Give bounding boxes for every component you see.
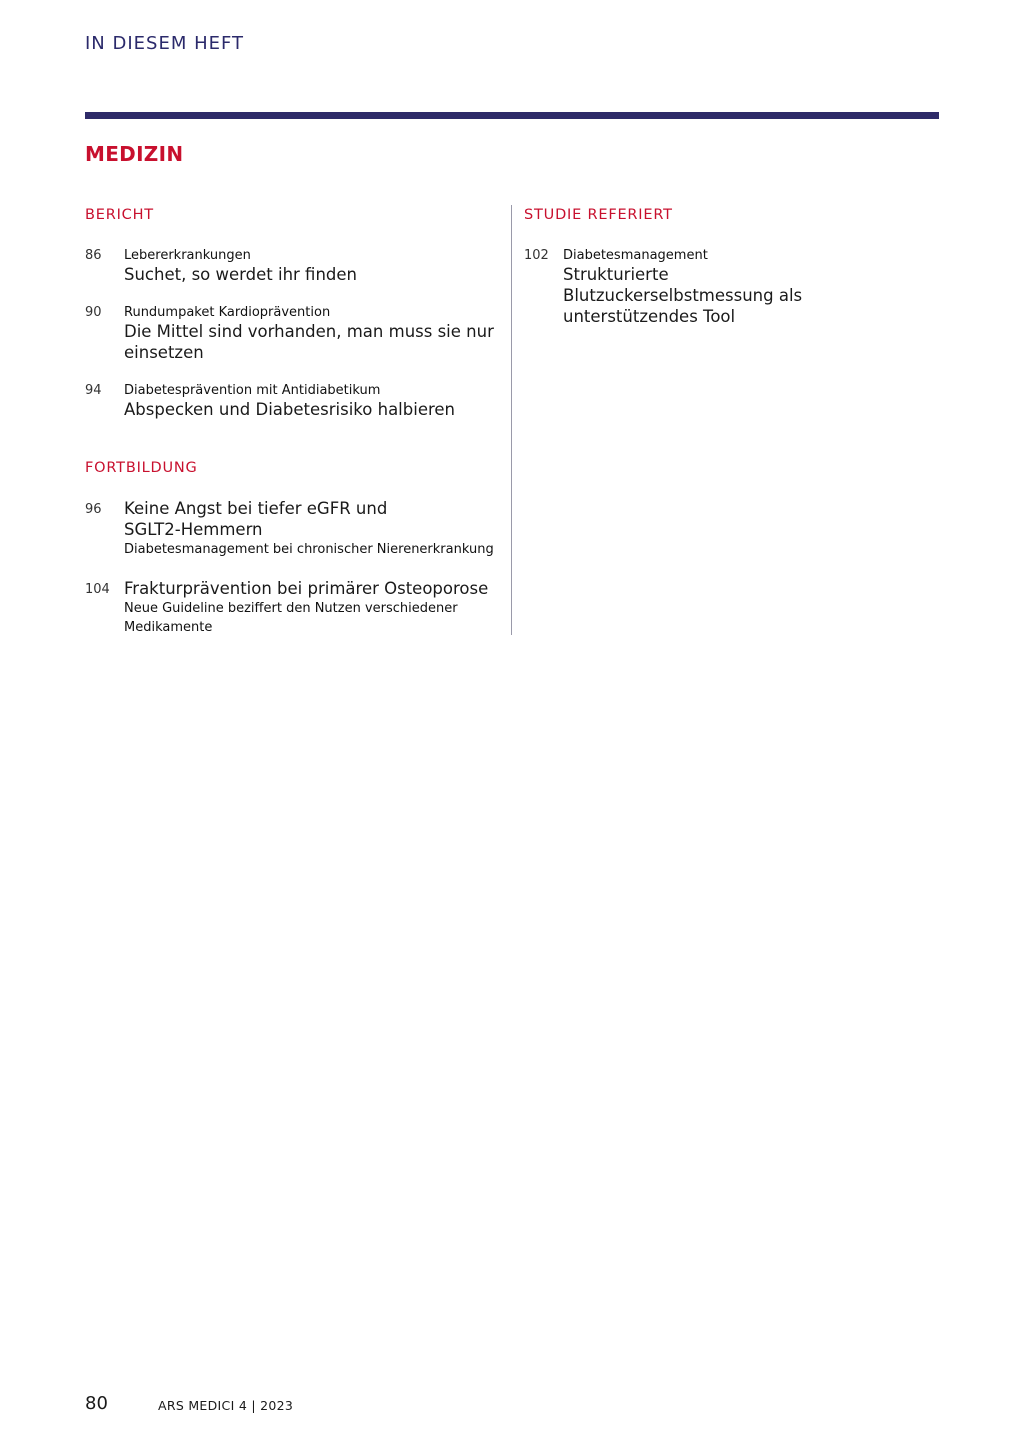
entry-headline: Frakturprävention bei primärer Osteoporose (124, 579, 489, 598)
left-column (85, 205, 505, 656)
entry-headline: Die Mittel sind vorhanden, man muss sie nur einsetzen (124, 322, 494, 362)
entry-kicker: Diabetesmanagement (563, 248, 708, 263)
category-studie-referiert: STUDIE REFERIERT (524, 207, 673, 223)
entry-kicker: Diabetesprävention mit Antidiabetikum (124, 383, 381, 398)
column-divider (511, 205, 512, 635)
category-fortbildung: FORTBILDUNG (85, 460, 198, 476)
footer-magazine: ARS MEDICI 4 | 2023 (158, 1398, 294, 1413)
entry-subtitle: Neue Guideline beziffert den Nutzen verschiedener Medikamente (124, 601, 458, 635)
toc-entry[interactable] (85, 247, 505, 285)
entry-kicker: Rundumpaket Kardioprävention (124, 305, 331, 320)
category-bericht: BERICHT (85, 207, 154, 223)
header-rule (85, 112, 939, 119)
page-number: 102 (524, 248, 549, 263)
entry-subtitle: Diabetesmanagement bei chronischer Nierenerkrankung (124, 542, 494, 557)
toc-entry[interactable] (85, 304, 505, 363)
entry-headline: Strukturierte Blutzuckerselbstmessung als unterstützendes Tool (563, 265, 803, 326)
entry-headline: Keine Angst bei tiefer eGFR und SGLT2-Hemmern (124, 499, 388, 539)
right-column (524, 205, 924, 346)
section-title: MEDIZIN (85, 142, 184, 166)
page-number: 104 (85, 582, 110, 597)
page-number: 94 (85, 383, 102, 398)
page-header-title: IN DIESEM HEFT (85, 33, 245, 54)
footer-page-number: 80 (85, 1393, 108, 1414)
page-number: 86 (85, 248, 102, 263)
entry-headline: Suchet, so werdet ihr finden (124, 265, 357, 284)
entry-kicker: Lebererkrankungen (124, 248, 251, 263)
toc-entry[interactable] (524, 247, 924, 327)
entry-headline: Abspecken und Diabetesrisiko halbieren (124, 400, 455, 419)
toc-entry[interactable] (85, 498, 505, 559)
page-number: 96 (85, 502, 102, 517)
page-number: 90 (85, 305, 102, 320)
toc-entry[interactable] (85, 382, 505, 420)
toc-entry[interactable] (85, 578, 505, 637)
